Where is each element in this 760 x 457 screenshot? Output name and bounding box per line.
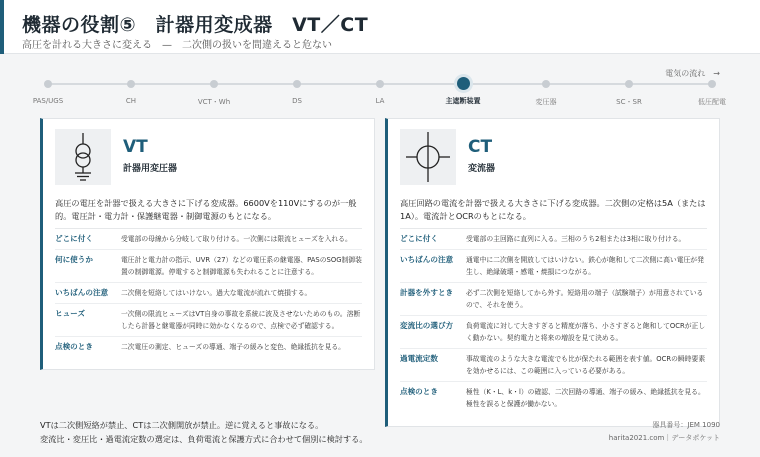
ct-row-caution [400, 250, 707, 283]
footer-note-2: 変流比・変圧比・過電流定数の選定は、負荷電流と保護方式に合わせて個別に検討する。 [40, 434, 368, 444]
timeline-node-ch[interactable] [101, 76, 161, 105]
ct-row-removal [400, 283, 707, 316]
vt-symbol-icon [55, 129, 111, 185]
ct-row-ratio [400, 316, 707, 349]
ct-row-label: 過電流定数 [400, 354, 438, 363]
footer-note-1: VTは二次側短絡が禁止、CTは二次側開放が禁止。逆に覚えると事故になる。 [40, 420, 324, 430]
ct-japanese-name: 変流器 [468, 164, 496, 174]
timeline-node-low-voltage[interactable] [682, 76, 742, 107]
footer-notes [40, 418, 368, 446]
timeline-node-transformer[interactable] [516, 76, 576, 107]
ct-symbol-icon [400, 129, 456, 185]
equipment-code: 器具番号：JEM 1090 [652, 421, 720, 429]
ct-row-label: 点検のとき [400, 387, 438, 396]
timeline-label: 低圧配電 [698, 98, 726, 106]
timeline-label: VCT・Wh [197, 98, 231, 106]
header-accent-bar [0, 0, 4, 54]
vt-japanese-name: 計器用変圧器 [123, 164, 178, 174]
timeline-label: PAS/UGS [32, 97, 64, 105]
ct-row-label: いちばんの注意 [400, 255, 454, 264]
timeline-label: SC・SR [616, 98, 642, 106]
vt-row-caution [55, 283, 362, 304]
vt-card [40, 118, 375, 370]
page-subtitle: 高圧を計れる大きさに変える — 二次側の扱いを間違えると危ない [22, 40, 332, 51]
vt-row-label: 点検のとき [55, 342, 93, 351]
vt-row-inspection [55, 337, 362, 357]
timeline-dot-active [457, 77, 470, 90]
timeline-dot [542, 80, 550, 88]
timeline-node-ds[interactable] [267, 76, 327, 105]
timeline-node-pas-ugs[interactable] [18, 76, 78, 105]
vt-row-label: ヒューズ [55, 309, 85, 318]
timeline-label: 主遮断装置 [445, 97, 481, 105]
timeline-label: CH [125, 97, 137, 105]
vt-row-label: いちばんの注意 [55, 288, 109, 297]
vt-row-value: 受電部の母線から分岐して取り付ける。一次側には限流ヒューズを入れる。 [121, 235, 352, 243]
footer-meta [609, 419, 720, 445]
ct-row-value: 通電中に二次側を開放してはいけない。鉄心が飽和して二次側に高い電圧が発生し、絶縁破壊・感電・焼損につながる。 [466, 256, 704, 276]
ct-row-overcurrent [400, 349, 707, 382]
vt-row-value: 一次側の限流ヒューズはVT自身の事故を系統に波及させないためのもの。溶断したら計器と継電器が同時に効かなくなるので、点検で必ず確認する。 [121, 310, 361, 330]
timeline-dot [44, 80, 52, 88]
ct-row-inspection [400, 382, 707, 414]
timeline-label: 変圧器 [535, 98, 557, 106]
timeline-dot [376, 80, 384, 88]
ct-row-value: 受電部の主回路に直列に入る。三相のうち2相または3相に取り付ける。 [466, 235, 686, 243]
timeline-node-main-breaker[interactable] [433, 76, 493, 106]
timeline-node-la[interactable] [350, 76, 410, 105]
vt-row-fuse [55, 304, 362, 337]
page-title: 機器の役割⑤ 計器用変成器 VT／CT [22, 14, 369, 36]
vt-card-header [55, 129, 362, 189]
ct-row-label: どこに付く [400, 234, 438, 243]
ct-row-label: 変流比の選び方 [400, 321, 454, 330]
timeline-dot [210, 80, 218, 88]
ct-name: CT [468, 137, 493, 157]
vt-row-location [55, 229, 362, 250]
flow-direction-label: 電気の流れ → [665, 69, 720, 78]
ct-row-value: 必ず二次側を短絡してから外す。短絡用の端子（試験端子）が用意されているので、それを使う。 [466, 289, 704, 309]
ct-row-label: 計器を外すとき [400, 288, 454, 297]
vt-symbol-icon [55, 129, 111, 185]
ct-description: 高圧回路の電流を計器で扱える大きさに下げる変成器。二次側の定格は5A（または1A）。電流計とOCRのもとになる。 [400, 197, 707, 229]
timeline-node-sc-sr[interactable] [599, 76, 659, 107]
ct-symbol-icon [400, 129, 456, 185]
ct-row-value: 負荷電流に対して大きすぎると精度が落ち、小さすぎると飽和してOCRが正しく動かない。契約電力と将来の増設を見て決める。 [466, 322, 706, 342]
ct-row-location [400, 229, 707, 250]
timeline-dot [625, 80, 633, 88]
vt-name: VT [123, 137, 148, 157]
ct-row-value: 極性（K・L、k・l）の確認、二次回路の導通、端子の緩み、絶縁抵抗を見る。極性を誤ると保護が働かない。 [466, 388, 705, 408]
timeline-dot [127, 80, 135, 88]
vt-description: 高圧の電圧を計器で扱える大きさに下げる変成器。6600Vを110Vにするのが一般的。電圧計・電力計・保護継電器・制御電源のもとになる。 [55, 197, 362, 229]
timeline-label: LA [375, 97, 385, 105]
vt-row-value: 電圧計と電力計の指示、UVR（27）などの電圧系の継電器、PASのSOG制御装置の制御電源。停電すると制御電源も失われることに注意する。 [121, 256, 362, 276]
ct-card [385, 118, 720, 427]
timeline-dot [708, 80, 716, 88]
ct-row-value: 事故電流のような大きな電流でも比が保たれる範囲を表す値。OCRの瞬時要素を効かせるには、この範囲に入っている必要がある。 [466, 355, 706, 375]
timeline-node-vct-wh[interactable] [184, 76, 244, 107]
page-header [0, 0, 760, 54]
ct-card-header [400, 129, 707, 189]
timeline-label: DS [292, 97, 302, 105]
vt-row-usage [55, 250, 362, 283]
vt-row-label: 何に使うか [55, 255, 93, 264]
equipment-timeline [30, 76, 730, 106]
site-link[interactable]: harita2021.com｜データポケット [608, 434, 720, 442]
vt-row-label: どこに付く [55, 234, 93, 243]
vt-row-value: 二次側を短絡してはいけない。過大な電流が流れて焼損する。 [121, 289, 312, 297]
vt-row-value: 二次電圧の測定、ヒューズの導通、端子の緩みと変色、絶縁抵抗を見る。 [121, 343, 345, 351]
timeline-dot [293, 80, 301, 88]
